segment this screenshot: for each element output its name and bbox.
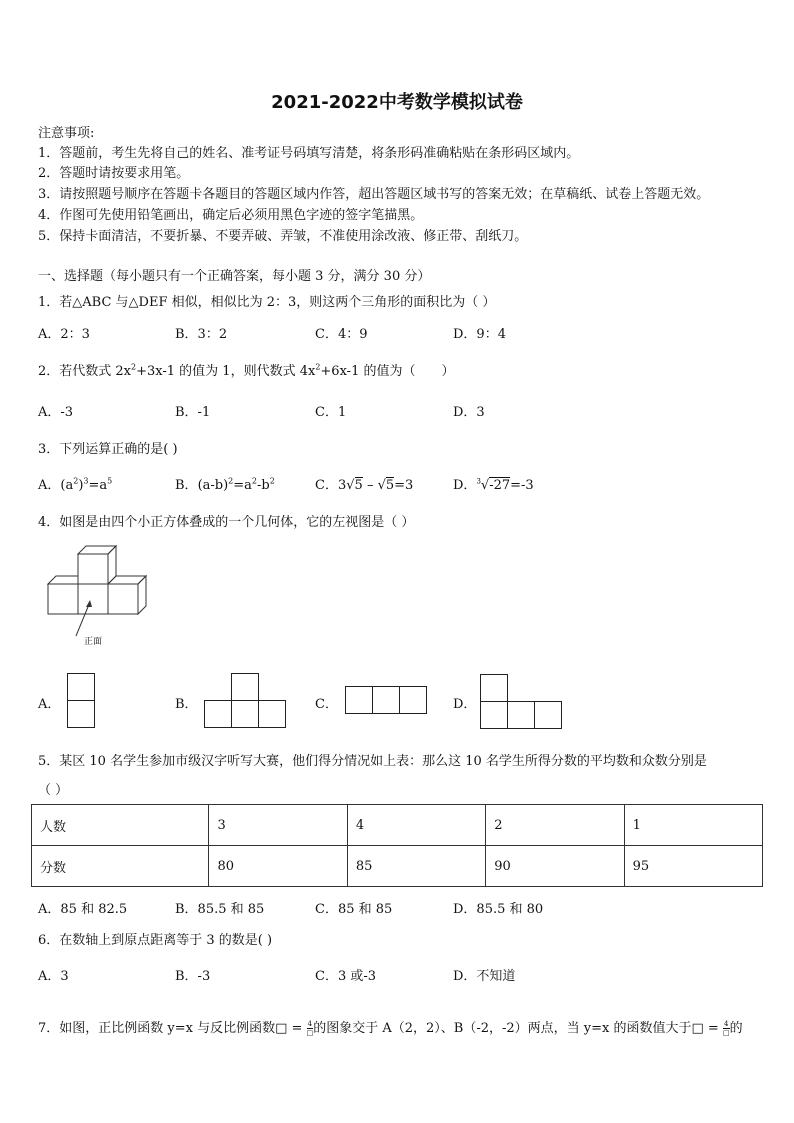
fraction: 4 □ [722,1020,730,1037]
note-item: 5．保持卡面清洁，不要折暴、不要弄破、弄皱，不准使用涂改液、修正带、刮纸刀。 [38,229,528,244]
note-item: 4．作图可先使用铅笔画出，确定后必须用黑色字迹的签字笔描黑。 [38,208,424,223]
table-cell: 1 [624,805,762,846]
note-item: 2．答题时请按要求用笔。 [38,166,190,181]
q4-option-a: A． [38,697,61,712]
q3-option-c: C．3√5 – √5=3 [315,478,414,493]
q6-option-d: D．不知道 [453,969,516,984]
table-row [32,846,763,887]
page-title: 2021-2022中考数学模拟试卷 [271,92,523,113]
q4-option-b: B． [175,697,198,712]
question-2-stem: 2．若代数式 $2x^2+3x-1$ 的值为 1，则代数式 $4x^2+6x-1$ 的值为（ ） [38,362,455,379]
q4-option-c: C． [315,697,338,712]
q3-option-b: B．$(a-b)^2=a^2-b^2$ [175,476,275,493]
question-6-stem: 6．在数轴上到原点距离等于 3 的数是( ) [38,933,273,948]
table-cell: 4 [347,805,485,846]
q2-option-d: D．3 [453,405,485,420]
question-1-stem: 1．若△ABC 与△DEF 相似，相似比为 2：3，则这两个三角形的面积比为（ ） [38,295,496,310]
q5-option-c: C．85 和 85 [315,902,393,917]
q1-option-b: B．3：2 [175,327,228,342]
q2-option-b: B．-1 [175,405,211,420]
q2-option-a: A．-3 [38,405,74,420]
question-3-stem: 3．下列运算正确的是( ) [38,442,178,457]
q1-option-d: D．9：4 [453,327,506,342]
q1-option-a: A．2：3 [38,327,90,342]
q3-option-d: D．$^3$√-27=-3 [453,477,534,493]
table-cell: 人数 [32,805,209,846]
table-row [32,805,763,846]
q3-option-a: A．$(a^2)^3=a^5$ [38,476,113,493]
question-5-stem: 5．某区 10 名学生参加市级汉字听写大赛，他们得分情况如上表：那么这 10 名学生所得分数的平均数和众数分别是 [38,754,707,769]
q5-option-a: A．85 和 82.5 [38,902,128,917]
q4-option-d: D． [453,697,477,712]
q6-option-c: C．3 或-3 [315,969,377,984]
table-cell: 85 [347,846,485,887]
q6-option-a: A．3 [38,969,69,984]
q2-option-c: C．1 [315,405,347,420]
radical-sign: √ [377,478,386,493]
notes-heading: 注意事项: [38,126,95,141]
note-item: 1．答题前，考生先将自己的姓名、准考证号码填写清楚，将条形码准确粘贴在条形码区域内。 [38,146,580,161]
section-heading: 一、选择题（每小题只有一个正确答案，每小题 3 分，满分 30 分） [38,269,431,284]
q6-option-b: B．-3 [175,969,211,984]
q1-option-c: C．4：9 [315,327,368,342]
front-label: 正面 [84,637,103,647]
table-cell: 95 [624,846,762,887]
note-item: 3．请按照题号顺序在答题卡各题目的答题区域内作答，超出答题区域书写的答案无效；在草稿纸、试卷上答题无效。 [38,187,710,202]
table-cell: 90 [486,846,624,887]
table-cell: 2 [486,805,624,846]
q5-option-b: B．85.5 和 85 [175,902,265,917]
radical-sign: √ [480,478,490,493]
question-5-paren: （ ） [38,783,69,798]
score-table [31,804,763,887]
fraction: 4 □ [306,1020,314,1037]
table-cell: 3 [209,805,347,846]
question-7-stem: 7．如图，正比例函数 y=x 与反比例函数□ = 4 □ 的图象交于 A（2，2）、B（-2，-2）两点，当 y=x 的函数值大于□ = 4 □ 的 [38,1020,743,1037]
table-cell: 80 [209,846,347,887]
q5-option-d: D．85.5 和 80 [453,902,544,917]
question-4-stem: 4．如图是由四个小正方体叠成的一个几何体，它的左视图是（ ） [38,515,415,530]
table-cell: 分数 [32,846,209,887]
radical-sign: √ [346,478,355,493]
